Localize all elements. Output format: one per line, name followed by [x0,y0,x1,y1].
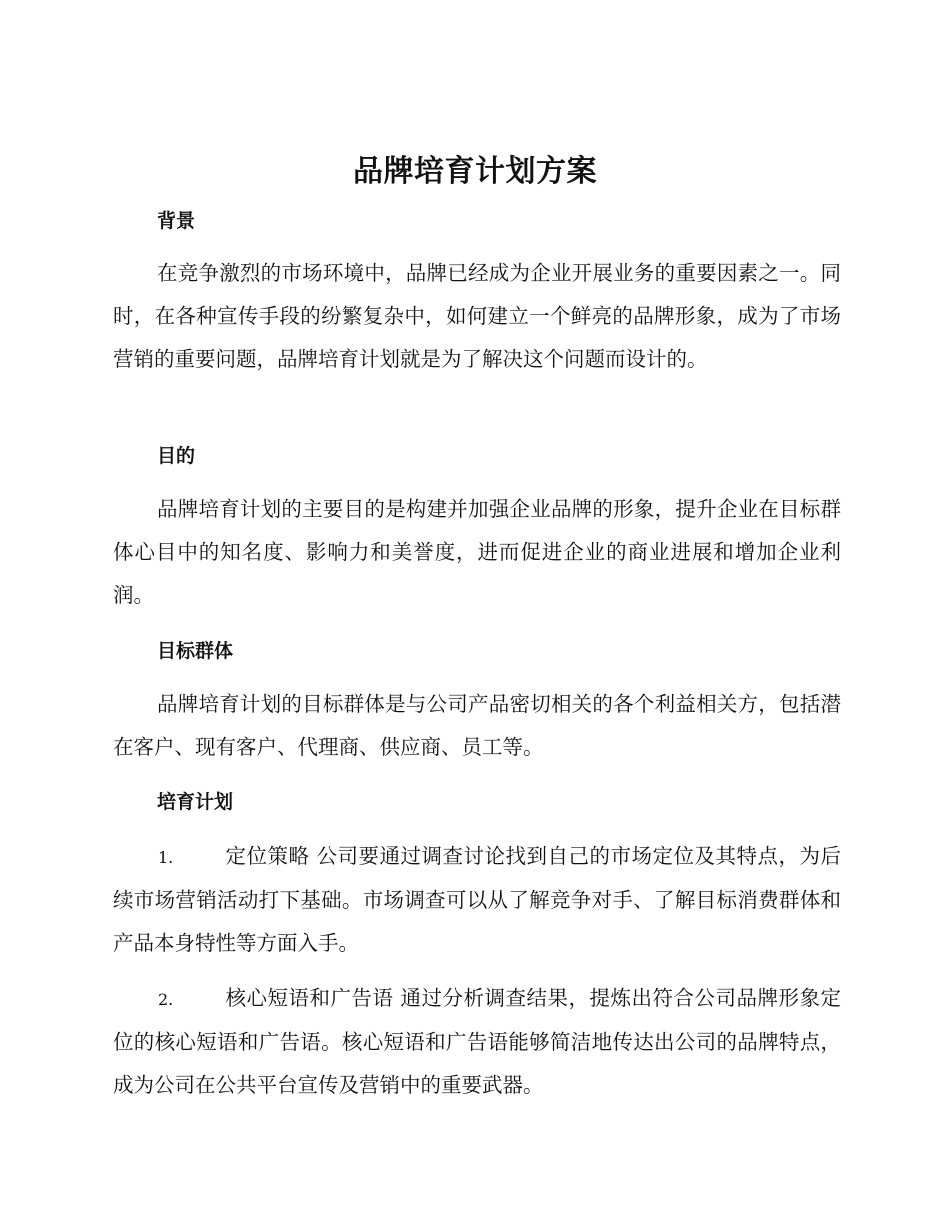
list-item [113,835,841,965]
section-paragraph-background: 在竞争激烈的市场环境中，品牌已经成为企业开展业务的重要因素之一。同时，在各种宣传手段的纷繁复杂中，如何建立一个鲜亮的品牌形象，成为了市场营销的重要问题，品牌培育计划就是为了解决这个问题而设计的。 [113,261,841,371]
list-item-text: 定位策略 公司要通过调查讨论找到自己的市场定位及其特点，为后续市场营销活动打下基础。市场调查可以从了解竞争对手、了解目标消费群体和产品本身特性等方面入手。 [113,844,841,955]
list-item-number: 1. [158,848,174,867]
section-paragraph-purpose: 品牌培育计划的主要目的是构建并加强企业品牌的形象，提升企业在目标群体心目中的知名度、影响力和美誉度，进而促进企业的商业进展和增加企业利润。 [113,497,841,607]
document-title: 品牌培育计划方案 [353,154,597,189]
section-heading-background: 背景 [157,210,196,232]
section-heading-plan: 培育计划 [157,791,234,813]
list-item-text: 核心短语和广告语 通过分析调查结果，提炼出符合公司品牌形象定位的核心短语和广告语。核心短语和广告语能够简洁地传达出公司的品牌特点，成为公司在公共平台宣传及营销中的重要武器。 [113,986,841,1097]
section-paragraph-target-group: 品牌培育计划的目标群体是与公司产品密切相关的各个利益相关方，包括潜在客户、现有客户、代理商、供应商、员工等。 [113,692,841,759]
section-heading-target-group: 目标群体 [157,640,234,662]
list-item [113,977,841,1107]
list-item-number: 2. [158,990,174,1009]
section-heading-purpose: 目的 [157,445,196,467]
